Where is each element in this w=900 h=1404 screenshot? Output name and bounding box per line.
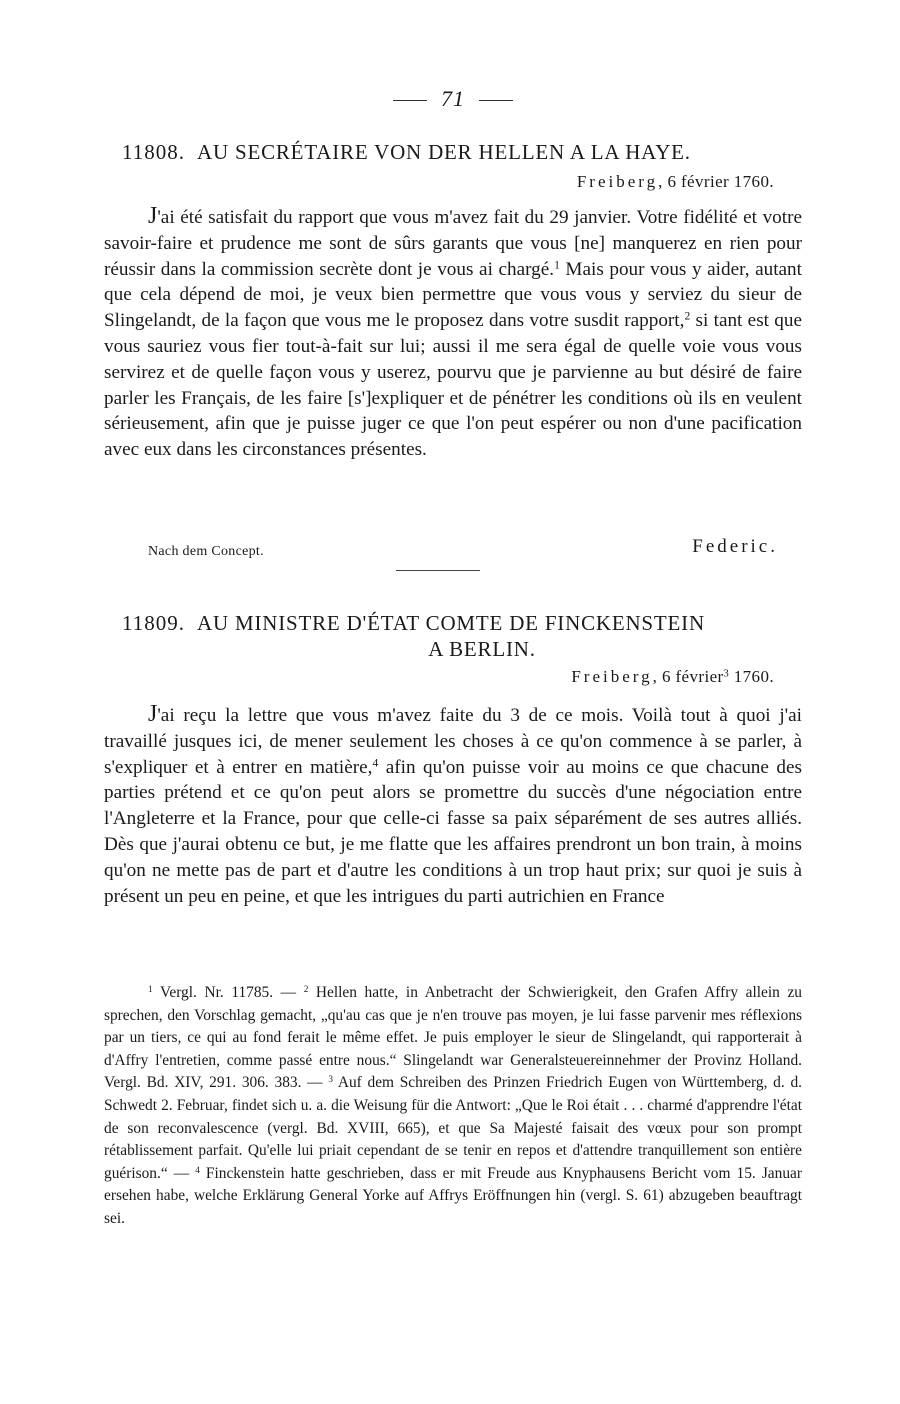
footnote-ref-3: 3 bbox=[723, 668, 730, 680]
footnote-marker-2: 2 bbox=[303, 983, 309, 994]
footnote-marker-4: 4 bbox=[195, 1164, 200, 1175]
letter-1-title: AU SECRÉTAIRE VON DER HELLEN A LA HAYE. bbox=[196, 140, 691, 164]
footnote-marker-1: 1 bbox=[148, 983, 153, 994]
letter-2-dateline: Freiberg, 6 février$^3$ 1760. bbox=[571, 667, 774, 686]
footnote-3: Auf dem Schreiben des Prinzen Friedrich Eugen von Württemberg, d. d. Schwedt 2. Februar, findet sich u. a. die Weisung für die Antwort: „Que le Roi était . . . charmé d'apprendre l'état de son reconvalescence (vergl. Bd. XVIII, 665), et que Sa Majesté faisait des vœux pour son prompt rétablissement parfait. Qu'elle lui priait cependant de se tenir en repos et d'attendre tranquillement son entière guérison.“ — bbox=[104, 1074, 802, 1182]
footnote-2: Hellen hatte, in Anbetracht der Schwierigkeit, den Grafen Affry allein zu sprechen, den Vorschlag gemacht, „qu'au cas que je n'en trouve pas moyen, je lui fasse parvenir mes réflexions par un tiers, ce qui au fond ferait le même effet. Je puis employer le sieur de Slingelandt, qui rapporterait à d'Affry l'entretien, comme passé entre nous.“ Slingelandt war Generalsteuereinnehmer der Provinz Holland. Vergl. Bd. XIV, 291. 306. 383. — bbox=[104, 984, 802, 1092]
letter-2-title-line-1: AU MINISTRE D'ÉTAT COMTE DE FINCKENSTEIN bbox=[196, 611, 705, 635]
footnote-ref-1: 1 bbox=[554, 259, 560, 272]
dash-left bbox=[393, 100, 427, 101]
footnote-ref-2: 2 bbox=[684, 310, 691, 323]
section-divider bbox=[396, 570, 480, 571]
letter-1-dateline bbox=[577, 172, 774, 192]
letter-1-place: Freiberg bbox=[576, 172, 659, 191]
letter-2-place: Freiberg bbox=[571, 667, 653, 686]
letter-1-body: J'ai été satisfait du rapport que vous m'avez fait du 29 janvier. Votre fidélité et votre savoir-faire et prudence me sont de sûrs garants que vous [ne] manquerez en rien pour réussir dans la commission secrète dont je vous ai chargé.$^1$ Mais pour vous y aider, autant que cela dépend de moi, je veux bien permettre que vous vous y serviez du sieur de Slingelandt, de la façon que vous me le proposez dans votre susdit rapport,$^2$ si tant est que vous sauriez vous fier tout-à-fait sur lui; aussi il me sera égal de quelle voie vous vous servirez et de quelle façon vous y userez, pourvu que je parvienne au but désiré de faire parler les Français, de les faire [s']expliquer et de pénétrer les conditions où ils en veulent sérieusement, afin que je puisse juger ce que l'on peut espérer ou non d'une pacification avec eux dans les circonstances présentes. bbox=[104, 203, 803, 461]
letter-2-body: J'ai reçu la lettre que vous m'avez faite du 3 de ce mois. Voilà tout à quoi j'ai travaillé jusques ici, de mener seulement les choses à ce qu'on commence à se parler, à s'expliquer et à entrer en matière,$^4$ afin qu'on puisse voir au moins ce que chacune des parties prétend et ce qu'on peut alors se promettre du succès d'une négociation entre l'Angleterre et la France, pour que celle-ci fasse sa paix séparément de ses autres alliés. Dès que j'aurai obtenu ce but, je me flatte que les affaires prendront un bon train, à moins qu'on ne mette pas de part et d'autre les conditions à un trop haut prix; sur quoi je suis à présent un peu en peine, et que les intrigues du parti autrichien en France bbox=[104, 701, 802, 907]
source-note: Nach dem Concept. bbox=[148, 544, 264, 559]
letter-1-heading bbox=[122, 139, 802, 165]
footnote-1: Vergl. Nr. 11785. — bbox=[152, 984, 304, 1001]
letter-1-number: 11808. bbox=[122, 140, 185, 164]
page-number: 71 bbox=[104, 86, 802, 112]
letter-2-title-line-2: A BERLIN. bbox=[428, 637, 536, 661]
book-page bbox=[104, 0, 802, 1404]
footnotes bbox=[104, 982, 802, 1231]
footnote-4: Finckenstein hatte geschrieben, dass er mit Freude aus Knyphausens Bericht vom 15. Januar ersehen habe, welche Erklärung General Yorke auf Affrys Eröffnungen hin (vergl. S. 61) abzugeben beauftragt sei. bbox=[104, 1164, 802, 1227]
letter-2-heading bbox=[122, 610, 802, 662]
footnote-marker-3: 3 bbox=[328, 1074, 333, 1085]
letter-1-initial: J bbox=[148, 203, 158, 229]
dash-right bbox=[479, 100, 513, 101]
footnote-ref-4: 4 bbox=[372, 757, 379, 770]
letter-2-number: 11809. bbox=[122, 611, 185, 635]
signature: Federic. bbox=[692, 536, 778, 557]
letter-1-date: , 6 février 1760. bbox=[658, 172, 774, 191]
letter-2-initial: J bbox=[148, 701, 158, 727]
